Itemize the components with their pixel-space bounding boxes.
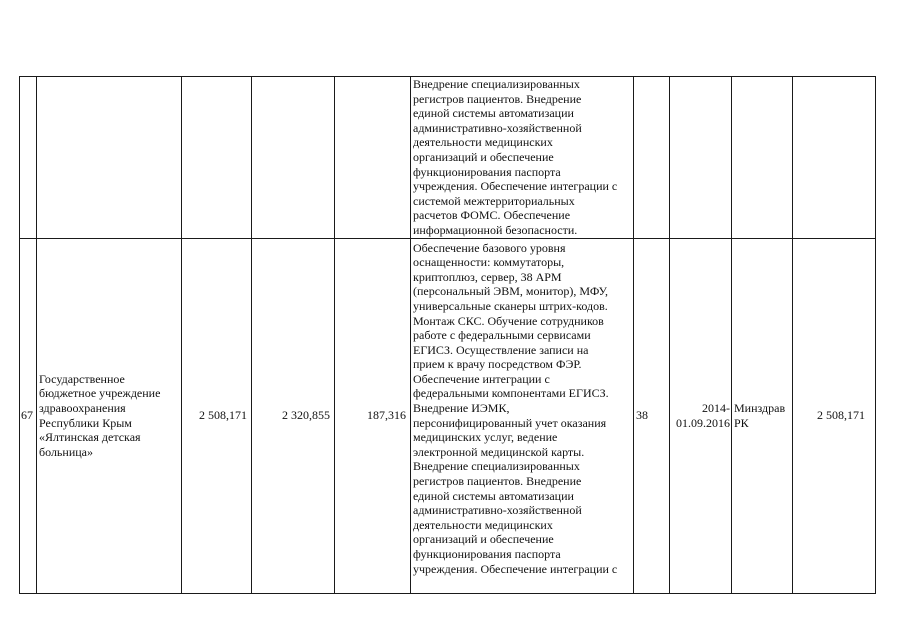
quantity-cell: 38 — [634, 238, 670, 593]
regional-funds-cell — [335, 77, 411, 239]
federal-funds-cell: 2 320,855 — [252, 238, 335, 593]
ministry-cell — [732, 77, 793, 239]
organization-cell — [37, 77, 182, 239]
period-cell: 2014- 01.09.2016 — [670, 238, 732, 593]
total-cost-cell: 2 508,171 — [182, 238, 252, 593]
federal-funds-cell — [252, 77, 335, 239]
row-number — [20, 77, 37, 239]
amount-cell: 2 508,171 — [793, 238, 876, 593]
description-cell: Обеспечение базового уровня оснащенности: коммутаторы, криптоплюз, сервер, 38 АРМ (персональный ЭВМ, монитор), МФУ, универсальные сканеры штрих-кодов. Монтаж СКС. Обучение сотрудников работе с федеральными сервисами ЕГИСЗ. Осуществление записи на прием к врачу посредством ФЭР. Обеспечение интеграции с федеральными компонентами ЕГИСЗ. Внедрение ИЭМК, персонифицированный учет оказания медицинских услуг, ведение электронной медицинской карты. Внедрение специализированных регистров пациентов. Внедрение единой системы автоматизации административно-хозяйственной деятельности медицинских организаций и обеспечение функционирования паспорта учреждения. Обеспечение интеграции с — [411, 238, 634, 593]
table-row — [20, 77, 876, 239]
regional-funds-cell: 187,316 — [335, 238, 411, 593]
budget-table — [19, 76, 876, 594]
organization-cell: Государственное бюджетное учреждение здравоохранения Республики Крым «Ялтинская детская больница» — [37, 238, 182, 593]
row-number: 67 — [20, 238, 37, 593]
document-page — [19, 76, 875, 592]
description-cell: Внедрение специализированных регистров пациентов. Внедрение единой системы автоматизации административно-хозяйственной деятельности медицинских организаций и обеспечение функционирования паспорта учреждения. Обеспечение интеграции с системой межтерриториальных расчетов ФОМС. Обеспечение информационной безопасности. — [411, 77, 634, 239]
period-cell — [670, 77, 732, 239]
total-cost-cell — [182, 77, 252, 239]
ministry-cell: Минздрав РК — [732, 238, 793, 593]
quantity-cell — [634, 77, 670, 239]
table-row — [20, 238, 876, 593]
amount-cell — [793, 77, 876, 239]
